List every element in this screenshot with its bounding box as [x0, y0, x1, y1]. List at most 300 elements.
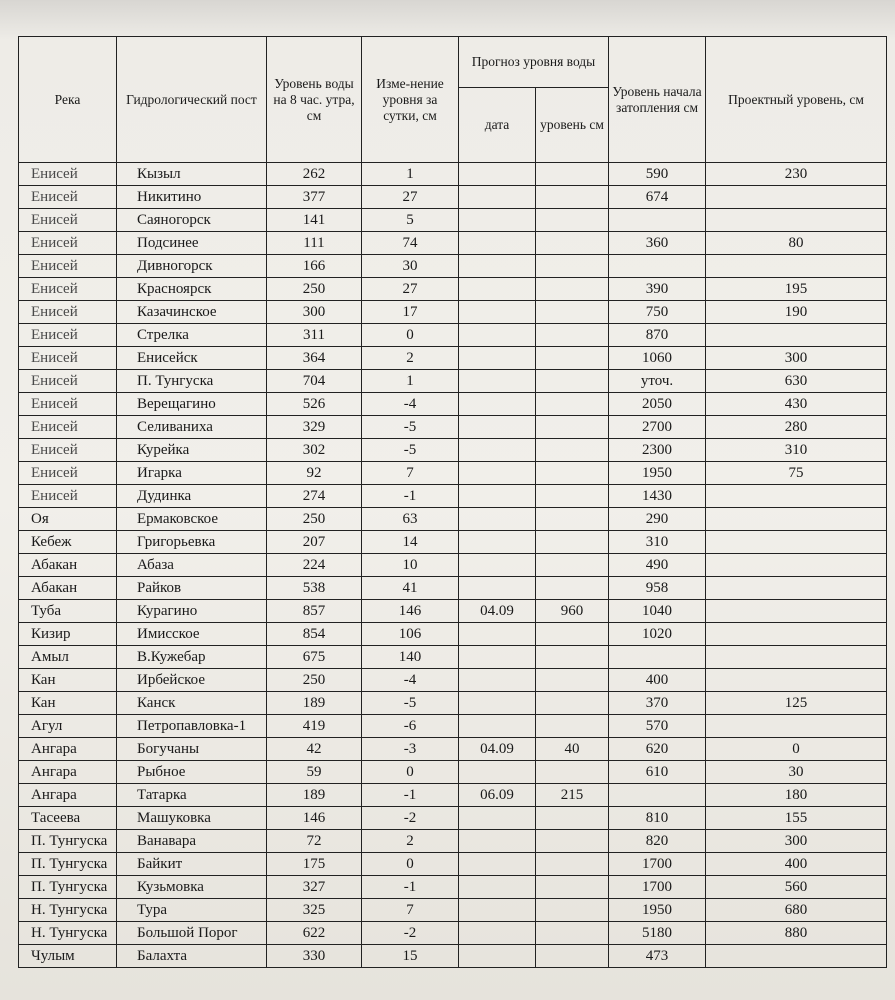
level-cell: 854 — [267, 623, 362, 646]
forecast-date-cell — [459, 531, 536, 554]
river-cell: Оя — [19, 508, 117, 531]
flood-level-cell: 390 — [609, 278, 706, 301]
post-cell: Татарка — [117, 784, 267, 807]
post-cell: Райков — [117, 577, 267, 600]
river-cell: П. Тунгуска — [19, 853, 117, 876]
post-cell: Игарка — [117, 462, 267, 485]
design-level-cell: 300 — [706, 347, 887, 370]
change-cell: 10 — [362, 554, 459, 577]
forecast-level-cell — [536, 715, 609, 738]
flood-level-cell: 1040 — [609, 600, 706, 623]
design-level-cell — [706, 945, 887, 968]
flood-level-cell: 590 — [609, 163, 706, 186]
change-cell: 1 — [362, 163, 459, 186]
flood-level-cell: 674 — [609, 186, 706, 209]
design-level-cell — [706, 255, 887, 278]
table-row — [19, 577, 887, 600]
forecast-level-cell — [536, 623, 609, 646]
post-cell: Тура — [117, 899, 267, 922]
design-level-cell: 560 — [706, 876, 887, 899]
header-design-level: Проектный уровень, см — [706, 37, 887, 163]
river-cell: П. Тунгуска — [19, 876, 117, 899]
table-body — [19, 163, 887, 968]
forecast-date-cell — [459, 876, 536, 899]
forecast-level-cell — [536, 761, 609, 784]
post-cell: Ирбейское — [117, 669, 267, 692]
forecast-date-cell — [459, 761, 536, 784]
level-cell: 250 — [267, 669, 362, 692]
flood-level-cell: 1950 — [609, 899, 706, 922]
table-row — [19, 209, 887, 232]
change-cell: 2 — [362, 347, 459, 370]
flood-level-cell: 1020 — [609, 623, 706, 646]
change-cell: 2 — [362, 830, 459, 853]
level-cell: 175 — [267, 853, 362, 876]
table-row — [19, 186, 887, 209]
design-level-cell: 190 — [706, 301, 887, 324]
flood-level-cell: 620 — [609, 738, 706, 761]
table-row — [19, 945, 887, 968]
forecast-date-cell — [459, 922, 536, 945]
design-level-cell: 125 — [706, 692, 887, 715]
table-row — [19, 623, 887, 646]
design-level-cell: 630 — [706, 370, 887, 393]
forecast-level-cell — [536, 347, 609, 370]
table-row — [19, 531, 887, 554]
river-cell: Енисей — [19, 301, 117, 324]
table-row — [19, 439, 887, 462]
post-cell: Ванавара — [117, 830, 267, 853]
level-cell: 377 — [267, 186, 362, 209]
forecast-level-cell — [536, 577, 609, 600]
change-cell: 0 — [362, 853, 459, 876]
design-level-cell: 180 — [706, 784, 887, 807]
flood-level-cell: 2050 — [609, 393, 706, 416]
table-row — [19, 715, 887, 738]
change-cell: -1 — [362, 876, 459, 899]
flood-level-cell: 1430 — [609, 485, 706, 508]
forecast-level-cell — [536, 922, 609, 945]
table-row — [19, 853, 887, 876]
table-row — [19, 692, 887, 715]
design-level-cell — [706, 577, 887, 600]
level-cell: 419 — [267, 715, 362, 738]
river-cell: Тасеева — [19, 807, 117, 830]
forecast-level-cell: 960 — [536, 600, 609, 623]
flood-level-cell: 1060 — [609, 347, 706, 370]
flood-level-cell: 570 — [609, 715, 706, 738]
table-row — [19, 830, 887, 853]
river-cell: Енисей — [19, 485, 117, 508]
forecast-date-cell — [459, 209, 536, 232]
change-cell: 7 — [362, 899, 459, 922]
design-level-cell: 430 — [706, 393, 887, 416]
forecast-date-cell — [459, 163, 536, 186]
level-cell: 274 — [267, 485, 362, 508]
design-level-cell — [706, 508, 887, 531]
post-cell: Саяногорск — [117, 209, 267, 232]
forecast-date-cell: 04.09 — [459, 738, 536, 761]
forecast-date-cell — [459, 692, 536, 715]
forecast-level-cell — [536, 186, 609, 209]
design-level-cell: 680 — [706, 899, 887, 922]
river-cell: Кизир — [19, 623, 117, 646]
level-cell: 857 — [267, 600, 362, 623]
river-cell: Абакан — [19, 577, 117, 600]
change-cell: 140 — [362, 646, 459, 669]
table-row — [19, 508, 887, 531]
river-cell: Енисей — [19, 347, 117, 370]
forecast-level-cell — [536, 416, 609, 439]
forecast-level-cell — [536, 324, 609, 347]
post-cell: Ермаковское — [117, 508, 267, 531]
table-row — [19, 485, 887, 508]
level-cell: 330 — [267, 945, 362, 968]
post-cell: Казачинское — [117, 301, 267, 324]
level-cell: 42 — [267, 738, 362, 761]
river-cell: Н. Тунгуска — [19, 899, 117, 922]
forecast-date-cell — [459, 945, 536, 968]
design-level-cell — [706, 186, 887, 209]
forecast-date-cell — [459, 899, 536, 922]
river-cell: Ангара — [19, 738, 117, 761]
design-level-cell — [706, 531, 887, 554]
level-cell: 59 — [267, 761, 362, 784]
forecast-level-cell — [536, 945, 609, 968]
post-cell: Имисское — [117, 623, 267, 646]
level-cell: 92 — [267, 462, 362, 485]
forecast-date-cell: 04.09 — [459, 600, 536, 623]
river-cell: Ангара — [19, 761, 117, 784]
level-cell: 311 — [267, 324, 362, 347]
post-cell: Красноярск — [117, 278, 267, 301]
post-cell: Никитино — [117, 186, 267, 209]
forecast-level-cell — [536, 462, 609, 485]
design-level-cell — [706, 623, 887, 646]
level-cell: 189 — [267, 784, 362, 807]
level-cell: 207 — [267, 531, 362, 554]
post-cell: Богучаны — [117, 738, 267, 761]
change-cell: 63 — [362, 508, 459, 531]
forecast-date-cell — [459, 370, 536, 393]
forecast-level-cell — [536, 669, 609, 692]
post-cell: Канск — [117, 692, 267, 715]
design-level-cell — [706, 209, 887, 232]
table-row — [19, 416, 887, 439]
table-row — [19, 301, 887, 324]
forecast-date-cell — [459, 301, 536, 324]
flood-level-cell: 360 — [609, 232, 706, 255]
forecast-level-cell — [536, 508, 609, 531]
design-level-cell — [706, 324, 887, 347]
forecast-date-cell: 06.09 — [459, 784, 536, 807]
header-forecast-level: уровень см — [536, 88, 609, 163]
post-cell: Петропавловка-1 — [117, 715, 267, 738]
forecast-date-cell — [459, 646, 536, 669]
change-cell: 1 — [362, 370, 459, 393]
flood-level-cell: 473 — [609, 945, 706, 968]
level-cell: 111 — [267, 232, 362, 255]
change-cell: -4 — [362, 669, 459, 692]
flood-level-cell — [609, 255, 706, 278]
river-cell: Енисей — [19, 393, 117, 416]
forecast-date-cell — [459, 508, 536, 531]
level-cell: 302 — [267, 439, 362, 462]
post-cell: Рыбное — [117, 761, 267, 784]
level-cell: 526 — [267, 393, 362, 416]
design-level-cell: 195 — [706, 278, 887, 301]
forecast-level-cell — [536, 485, 609, 508]
forecast-date-cell — [459, 623, 536, 646]
change-cell: -1 — [362, 485, 459, 508]
level-cell: 327 — [267, 876, 362, 899]
level-cell: 72 — [267, 830, 362, 853]
forecast-date-cell — [459, 807, 536, 830]
table-row — [19, 738, 887, 761]
table-row — [19, 761, 887, 784]
forecast-date-cell — [459, 577, 536, 600]
post-cell: Дудинка — [117, 485, 267, 508]
forecast-level-cell: 215 — [536, 784, 609, 807]
river-cell: Енисей — [19, 255, 117, 278]
table-row — [19, 462, 887, 485]
river-cell: Енисей — [19, 186, 117, 209]
level-cell: 250 — [267, 278, 362, 301]
table-row — [19, 807, 887, 830]
forecast-date-cell — [459, 669, 536, 692]
table-row — [19, 554, 887, 577]
design-level-cell — [706, 646, 887, 669]
change-cell: 41 — [362, 577, 459, 600]
table-row — [19, 163, 887, 186]
change-cell: 30 — [362, 255, 459, 278]
post-cell: Кызыл — [117, 163, 267, 186]
forecast-date-cell — [459, 439, 536, 462]
design-level-cell — [706, 715, 887, 738]
post-cell: Машуковка — [117, 807, 267, 830]
forecast-date-cell — [459, 485, 536, 508]
forecast-level-cell — [536, 370, 609, 393]
forecast-level-cell — [536, 853, 609, 876]
change-cell: -4 — [362, 393, 459, 416]
table-row — [19, 646, 887, 669]
design-level-cell: 75 — [706, 462, 887, 485]
change-cell: -6 — [362, 715, 459, 738]
forecast-date-cell — [459, 393, 536, 416]
water-level-table — [18, 36, 887, 968]
flood-level-cell: 958 — [609, 577, 706, 600]
flood-level-cell: 820 — [609, 830, 706, 853]
design-level-cell — [706, 600, 887, 623]
flood-level-cell: 2700 — [609, 416, 706, 439]
table-row — [19, 324, 887, 347]
level-cell: 675 — [267, 646, 362, 669]
change-cell: 15 — [362, 945, 459, 968]
level-cell: 146 — [267, 807, 362, 830]
change-cell: 7 — [362, 462, 459, 485]
river-cell: Енисей — [19, 439, 117, 462]
river-cell: Амыл — [19, 646, 117, 669]
level-cell: 329 — [267, 416, 362, 439]
table-row — [19, 393, 887, 416]
river-cell: Кан — [19, 669, 117, 692]
table-row — [19, 370, 887, 393]
flood-level-cell: 5180 — [609, 922, 706, 945]
forecast-date-cell — [459, 416, 536, 439]
river-cell: Енисей — [19, 163, 117, 186]
forecast-date-cell — [459, 853, 536, 876]
level-cell: 300 — [267, 301, 362, 324]
table-row — [19, 600, 887, 623]
level-cell: 166 — [267, 255, 362, 278]
post-cell: Большой Порог — [117, 922, 267, 945]
design-level-cell: 310 — [706, 439, 887, 462]
change-cell: 0 — [362, 324, 459, 347]
table-row — [19, 255, 887, 278]
flood-level-cell: 750 — [609, 301, 706, 324]
change-cell: 146 — [362, 600, 459, 623]
river-cell: Туба — [19, 600, 117, 623]
level-cell: 364 — [267, 347, 362, 370]
river-cell: Н. Тунгуска — [19, 922, 117, 945]
forecast-level-cell — [536, 393, 609, 416]
change-cell: 0 — [362, 761, 459, 784]
forecast-date-cell — [459, 554, 536, 577]
table-row — [19, 669, 887, 692]
post-cell: В.Кужебар — [117, 646, 267, 669]
post-cell: Балахта — [117, 945, 267, 968]
river-cell: Агул — [19, 715, 117, 738]
forecast-date-cell — [459, 232, 536, 255]
design-level-cell: 880 — [706, 922, 887, 945]
design-level-cell: 230 — [706, 163, 887, 186]
flood-level-cell — [609, 646, 706, 669]
river-cell: Енисей — [19, 209, 117, 232]
river-cell: Кан — [19, 692, 117, 715]
header-river: Река — [19, 37, 117, 163]
change-cell: -5 — [362, 692, 459, 715]
river-cell: Енисей — [19, 462, 117, 485]
forecast-level-cell — [536, 163, 609, 186]
forecast-level-cell — [536, 232, 609, 255]
river-cell: Енисей — [19, 278, 117, 301]
change-cell: -3 — [362, 738, 459, 761]
forecast-level-cell — [536, 439, 609, 462]
header-forecast: Прогноз уровня воды — [459, 37, 609, 88]
river-cell: Кебеж — [19, 531, 117, 554]
change-cell: 14 — [362, 531, 459, 554]
level-cell: 325 — [267, 899, 362, 922]
forecast-date-cell — [459, 347, 536, 370]
table-row — [19, 922, 887, 945]
design-level-cell: 300 — [706, 830, 887, 853]
post-cell: Стрелка — [117, 324, 267, 347]
river-cell: Енисей — [19, 232, 117, 255]
flood-level-cell: 290 — [609, 508, 706, 531]
river-cell: Енисей — [19, 416, 117, 439]
table-row — [19, 278, 887, 301]
forecast-date-cell — [459, 278, 536, 301]
design-level-cell: 0 — [706, 738, 887, 761]
change-cell: 106 — [362, 623, 459, 646]
river-cell: Ангара — [19, 784, 117, 807]
flood-level-cell — [609, 784, 706, 807]
flood-level-cell: 870 — [609, 324, 706, 347]
post-cell: Подсинее — [117, 232, 267, 255]
river-cell: П. Тунгуска — [19, 830, 117, 853]
forecast-date-cell — [459, 715, 536, 738]
change-cell: 74 — [362, 232, 459, 255]
forecast-level-cell — [536, 278, 609, 301]
design-level-cell — [706, 554, 887, 577]
table-row — [19, 899, 887, 922]
level-cell: 704 — [267, 370, 362, 393]
header-flood-level: Уровень начала затопления см — [609, 37, 706, 163]
design-level-cell — [706, 669, 887, 692]
flood-level-cell: 490 — [609, 554, 706, 577]
level-cell: 262 — [267, 163, 362, 186]
post-cell: Курагино — [117, 600, 267, 623]
forecast-date-cell — [459, 255, 536, 278]
flood-level-cell — [609, 209, 706, 232]
forecast-level-cell — [536, 807, 609, 830]
forecast-level-cell — [536, 301, 609, 324]
forecast-level-cell — [536, 830, 609, 853]
change-cell: -2 — [362, 922, 459, 945]
level-cell: 250 — [267, 508, 362, 531]
design-level-cell: 30 — [706, 761, 887, 784]
forecast-level-cell — [536, 255, 609, 278]
forecast-date-cell — [459, 830, 536, 853]
design-level-cell: 280 — [706, 416, 887, 439]
forecast-level-cell — [536, 899, 609, 922]
header-forecast-date: дата — [459, 88, 536, 163]
header-change: Изме-нение уровня за сутки, см — [362, 37, 459, 163]
post-cell: Дивногорск — [117, 255, 267, 278]
post-cell: Байкит — [117, 853, 267, 876]
river-cell: Чулым — [19, 945, 117, 968]
flood-level-cell: 370 — [609, 692, 706, 715]
forecast-level-cell — [536, 531, 609, 554]
level-cell: 141 — [267, 209, 362, 232]
post-cell: Енисейск — [117, 347, 267, 370]
post-cell: Селиваниха — [117, 416, 267, 439]
forecast-level-cell — [536, 692, 609, 715]
design-level-cell: 400 — [706, 853, 887, 876]
header-level: Уровень воды на 8 час. утра, см — [267, 37, 362, 163]
forecast-level-cell — [536, 554, 609, 577]
design-level-cell: 155 — [706, 807, 887, 830]
post-cell: П. Тунгуска — [117, 370, 267, 393]
change-cell: 5 — [362, 209, 459, 232]
flood-level-cell: 310 — [609, 531, 706, 554]
table-row — [19, 876, 887, 899]
table-row — [19, 784, 887, 807]
level-cell: 538 — [267, 577, 362, 600]
flood-level-cell: 2300 — [609, 439, 706, 462]
post-cell: Абаза — [117, 554, 267, 577]
change-cell: 27 — [362, 278, 459, 301]
level-cell: 224 — [267, 554, 362, 577]
change-cell: 17 — [362, 301, 459, 324]
post-cell: Верещагино — [117, 393, 267, 416]
change-cell: -5 — [362, 439, 459, 462]
header-post: Гидрологический пост — [117, 37, 267, 163]
river-cell: Енисей — [19, 370, 117, 393]
change-cell: -1 — [362, 784, 459, 807]
river-cell: Енисей — [19, 324, 117, 347]
post-cell: Григорьевка — [117, 531, 267, 554]
